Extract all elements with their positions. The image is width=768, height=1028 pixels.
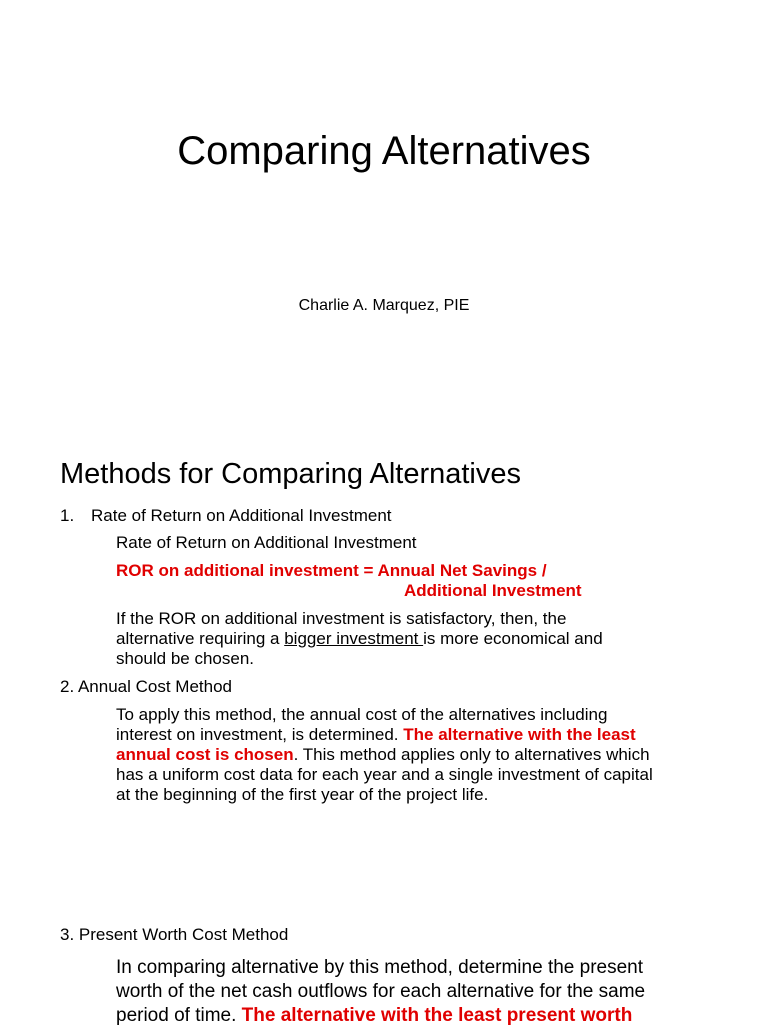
item2-line3-red: annual cost is chosen: [116, 745, 294, 764]
item3-line3: [116, 1004, 632, 1028]
item3-line1: In comparing alternative by this method, determine the present: [116, 957, 644, 978]
item1-heading: Rate of Return on Additional Investment: [91, 506, 392, 525]
item1-number: 1.: [60, 506, 75, 525]
item3-line3-red: The alternative with the least present worth: [241, 1005, 633, 1026]
item2-line2: [116, 725, 636, 745]
section-title: Methods for Comparing Alternatives: [60, 458, 521, 490]
item2-line3: [116, 745, 650, 765]
item2-line3-b: . This method applies only to alternatives which: [293, 745, 650, 764]
item1-text-line2-b: is more economical and: [423, 629, 603, 648]
formula-line2: Additional Investment: [404, 581, 582, 600]
item2-heading: 2. Annual Cost Method: [60, 677, 233, 696]
item2-line5: at the beginning of the first year of the project life.: [116, 785, 489, 804]
item1-text-line2-a: alternative requiring a: [116, 629, 285, 648]
item2-line4: has a uniform cost data for each year and a single investment of capital: [116, 765, 653, 784]
formula-line1: ROR on additional investment = Annual Net Savings /: [116, 561, 547, 580]
item1-subheading: Rate of Return on Additional Investment: [116, 533, 417, 552]
item3-heading: 3. Present Worth Cost Method: [60, 925, 289, 944]
item3-line2: worth of the net cash outflows for each alternative for the same: [116, 981, 646, 1002]
item1-text-line3: should be chosen.: [116, 649, 254, 668]
item1-text-line2: [116, 629, 603, 649]
bigger-investment-underlined: bigger investment: [284, 629, 424, 648]
author-name: Charlie A. Marquez, PIE: [298, 297, 470, 314]
item2-line2-red: The alternative with the least: [403, 725, 636, 744]
item1-text-line1: If the ROR on additional investment is satisfactory, then, the: [116, 609, 567, 628]
item3-line3-a: period of time.: [116, 1005, 242, 1026]
slide-title: Comparing Alternatives: [177, 129, 591, 173]
item2-line2-a: interest on investment, is determined.: [116, 725, 404, 744]
item2-line1: To apply this method, the annual cost of the alternatives including: [116, 705, 608, 724]
